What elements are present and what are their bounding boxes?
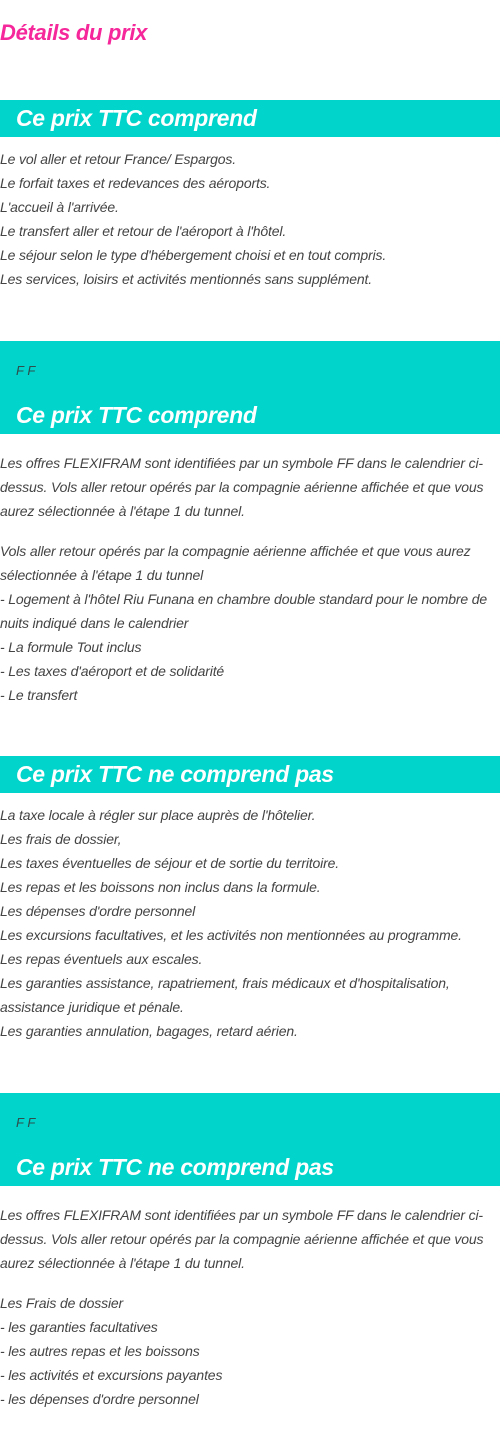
ff-badge: F F: [16, 363, 36, 378]
list-item: L'accueil à l'arrivée.: [0, 199, 119, 215]
list-item: La taxe locale à régler sur place auprès de l'hôtelier.: [0, 807, 316, 823]
list-item: Le vol aller et retour France/ Espargos.: [0, 151, 237, 167]
list-item: Le forfait taxes et redevances des aéroports.: [0, 175, 271, 191]
list-item: - Logement à l'hôtel Riu Funana en chambre double standard pour le nombre de nuits indiqué dans le calendrier: [0, 591, 488, 631]
list-item: Les services, loisirs et activités mentionnés sans supplément.: [0, 271, 372, 287]
list-item: Les excursions facultatives, et les activités non mentionnées au programme.: [0, 927, 462, 943]
section-header-includes: [0, 100, 500, 137]
excludes-list: [0, 803, 499, 1043]
section-header-excludes: [0, 756, 500, 793]
list-item: Les dépenses d'ordre personnel: [0, 903, 196, 919]
list-item: - les garanties facultatives: [0, 1319, 158, 1335]
list-item: Les repas éventuels aux escales.: [0, 951, 203, 967]
ff-badge: F F: [16, 1115, 36, 1130]
list-item: Les frais de dossier,: [0, 831, 122, 847]
includes-list: [0, 147, 500, 291]
list-item: - Le transfert: [0, 687, 78, 703]
ff-details-paragraph: Vols aller retour opérés par la compagnie aérienne affichée et que vous aurez sélectionnée à l'étape 1 du tunnel: [0, 543, 471, 583]
list-item: - les activités et excursions payantes: [0, 1367, 223, 1383]
section-header-ff-includes: [0, 341, 500, 434]
ff-intro-paragraph: Les offres FLEXIFRAM sont identifiées par un symbole FF dans le calendrier ci-dessus. Vols aller retour opérés par la compagnie aérienne affichée et que vous aurez sélectionnée à l'étape 1 du tunnel.: [0, 1207, 484, 1271]
ff-includes-list: [0, 587, 499, 707]
list-item: Les garanties annulation, bagages, retard aérien.: [0, 1023, 298, 1039]
list-item: Les taxes éventuelles de séjour et de sortie du territoire.: [0, 855, 340, 871]
list-item: Les Frais de dossier: [0, 1295, 124, 1311]
list-item: - les dépenses d'ordre personnel: [0, 1391, 199, 1407]
ff-excludes-list: [0, 1291, 500, 1411]
section-title: Ce prix TTC ne comprend pas: [16, 761, 334, 787]
page-title: Détails du prix: [0, 20, 148, 45]
list-item: Les repas et les boissons non inclus dans la formule.: [0, 879, 321, 895]
section-title: Ce prix TTC comprend: [16, 402, 257, 428]
ff-intro-paragraph: Les offres FLEXIFRAM sont identifiées par un symbole FF dans le calendrier ci-dessus. Vols aller retour opérés par la compagnie aérienne affichée et que vous aurez sélectionnée à l'étape 1 du tunnel.: [0, 455, 484, 519]
list-item: - Les taxes d'aéroport et de solidarité: [0, 663, 225, 679]
section-header-ff-excludes: [0, 1093, 500, 1186]
section-title: Ce prix TTC ne comprend pas: [16, 1154, 334, 1180]
list-item: - La formule Tout inclus: [0, 639, 142, 655]
list-item: Le séjour selon le type d'hébergement choisi et en tout compris.: [0, 247, 387, 263]
list-item: Les garanties assistance, rapatriement, frais médicaux et d'hospitalisation, assistance juridique et pénale.: [0, 975, 450, 1015]
list-item: Le transfert aller et retour de l'aéroport à l'hôtel.: [0, 223, 287, 239]
list-item: - les autres repas et les boissons: [0, 1343, 200, 1359]
section-title: Ce prix TTC comprend: [16, 105, 257, 131]
